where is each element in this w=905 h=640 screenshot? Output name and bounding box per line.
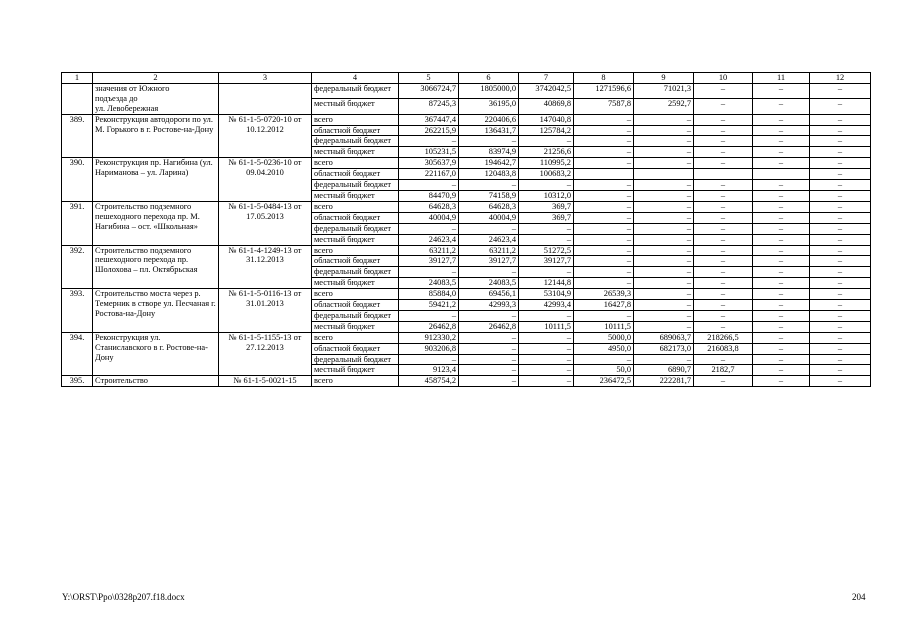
table-row	[62, 83, 871, 98]
value-cell: –	[810, 147, 871, 158]
value-cell: 63211,2	[459, 245, 519, 256]
value-cell: –	[753, 136, 810, 147]
value-cell: –	[634, 310, 694, 321]
value-cell: –	[459, 354, 519, 365]
value-cell: –	[519, 267, 574, 278]
value-cell: –	[634, 114, 694, 125]
value-cell: –	[399, 136, 459, 147]
budget-source: федеральный бюджет	[312, 223, 399, 234]
budget-source: областной бюджет	[312, 300, 399, 311]
value-cell: –	[519, 310, 574, 321]
object-name	[93, 83, 219, 114]
object-name: Строительство подземного пешеходного перехода пр. Шолохова – пл. Октябрьская	[93, 245, 219, 289]
value-cell: –	[810, 278, 871, 289]
column-number: 11	[753, 73, 810, 84]
budget-source: местный бюджет	[312, 190, 399, 201]
value-cell: –	[753, 267, 810, 278]
value-cell: –	[694, 234, 753, 245]
value-cell: –	[694, 147, 753, 158]
value-cell: –	[810, 180, 871, 191]
document-number: № 61-1-5-0116-13 от 31.01.2013	[219, 289, 312, 333]
value-cell: –	[810, 234, 871, 245]
value-cell: 26539,3	[574, 289, 634, 300]
value-cell: –	[574, 147, 634, 158]
item-number: 392.	[62, 245, 93, 289]
value-cell: 136431,7	[459, 125, 519, 136]
value-cell: –	[753, 332, 810, 343]
value-cell: 903206,8	[399, 343, 459, 354]
value-cell: 40004,9	[459, 212, 519, 223]
value-cell	[694, 169, 753, 180]
value-cell: –	[634, 223, 694, 234]
object-name: Строительство моста через р. Темерник в створе ул. Песчаная г. Ростова-на-Дону	[93, 289, 219, 333]
value-cell: –	[574, 354, 634, 365]
value-cell: –	[694, 158, 753, 169]
value-cell: –	[634, 125, 694, 136]
value-cell: –	[753, 201, 810, 212]
budget-source: областной бюджет	[312, 169, 399, 180]
value-cell: 458754,2	[399, 376, 459, 387]
item-number: 394.	[62, 332, 93, 376]
value-cell: 10312,0	[519, 190, 574, 201]
value-cell: –	[634, 300, 694, 311]
value-cell: –	[753, 223, 810, 234]
item-number: 391.	[62, 201, 93, 245]
value-cell: –	[753, 245, 810, 256]
value-cell: 216083,8	[694, 343, 753, 354]
object-name: Реконструкция автодороги по ул. М. Горького в г. Ростове-на-Дону	[93, 114, 219, 158]
value-cell: 6890,7	[634, 365, 694, 376]
value-cell: 24623,4	[399, 234, 459, 245]
value-cell: –	[459, 310, 519, 321]
budget-table	[61, 72, 871, 387]
footer-file-path: Y:\ORST\Ppo\0328p207.f18.docx	[62, 592, 185, 602]
value-cell: –	[753, 212, 810, 223]
value-cell: 26462,8	[399, 321, 459, 332]
value-cell: –	[810, 256, 871, 267]
value-cell: 305637,9	[399, 158, 459, 169]
value-cell	[753, 169, 810, 180]
value-cell: –	[519, 376, 574, 387]
value-cell: –	[574, 234, 634, 245]
object-name: Реконструкция пр. Нагибина (ул. Нариманова – ул. Ларина)	[93, 158, 219, 202]
value-cell: –	[753, 278, 810, 289]
value-cell: –	[753, 180, 810, 191]
value-cell: –	[634, 158, 694, 169]
value-cell: –	[574, 212, 634, 223]
value-cell: 12144,8	[519, 278, 574, 289]
value-cell: –	[574, 267, 634, 278]
value-cell: –	[694, 300, 753, 311]
value-cell: –	[519, 343, 574, 354]
object-name-line: ул. Левобережная	[95, 103, 159, 113]
value-cell: –	[753, 365, 810, 376]
budget-source: всего	[312, 332, 399, 343]
value-cell: –	[694, 125, 753, 136]
budget-source: местный бюджет	[312, 365, 399, 376]
value-cell: –	[634, 212, 694, 223]
value-cell: –	[694, 376, 753, 387]
value-cell: –	[694, 256, 753, 267]
value-cell: –	[574, 180, 634, 191]
value-cell: –	[753, 321, 810, 332]
value-cell: 42993,4	[519, 300, 574, 311]
value-cell: 24623,4	[459, 234, 519, 245]
budget-source: федеральный бюджет	[312, 310, 399, 321]
value-cell: –	[574, 190, 634, 201]
value-cell: 16427,8	[574, 300, 634, 311]
table-row	[62, 245, 871, 256]
value-cell: –	[574, 158, 634, 169]
budget-source: федеральный бюджет	[312, 267, 399, 278]
value-cell: –	[574, 278, 634, 289]
column-number: 6	[459, 73, 519, 84]
value-cell: 84470,9	[399, 190, 459, 201]
column-number: 9	[634, 73, 694, 84]
value-cell: –	[810, 83, 871, 98]
document-number: № 61-1-4-1249-13 от 31.12.2013	[219, 245, 312, 289]
value-cell: –	[634, 267, 694, 278]
value-cell: –	[753, 99, 810, 114]
value-cell: –	[810, 190, 871, 201]
value-cell: –	[634, 321, 694, 332]
value-cell: –	[399, 180, 459, 191]
value-cell: –	[519, 354, 574, 365]
budget-source: местный бюджет	[312, 99, 399, 114]
value-cell: –	[634, 147, 694, 158]
table-row	[62, 201, 871, 212]
budget-source: областной бюджет	[312, 212, 399, 223]
value-cell: –	[694, 212, 753, 223]
value-cell: –	[810, 343, 871, 354]
value-cell: 10111,5	[574, 321, 634, 332]
value-cell: –	[634, 278, 694, 289]
document-number: № 61-1-5-0236-10 от 09.04.2010	[219, 158, 312, 202]
value-cell: –	[459, 267, 519, 278]
item-number: 390.	[62, 158, 93, 202]
value-cell: –	[574, 114, 634, 125]
value-cell: 5000,0	[574, 332, 634, 343]
value-cell: –	[694, 278, 753, 289]
value-cell: –	[810, 321, 871, 332]
value-cell: –	[810, 332, 871, 343]
budget-source: областной бюджет	[312, 343, 399, 354]
value-cell: 10111,5	[519, 321, 574, 332]
budget-source: всего	[312, 245, 399, 256]
value-cell: –	[694, 267, 753, 278]
value-cell: –	[519, 223, 574, 234]
value-cell: 4950,0	[574, 343, 634, 354]
item-number	[62, 83, 93, 114]
value-cell: 40004,9	[399, 212, 459, 223]
value-cell: –	[634, 190, 694, 201]
value-cell: –	[459, 332, 519, 343]
value-cell: 689063,7	[634, 332, 694, 343]
column-number: 1	[62, 73, 93, 84]
value-cell: –	[399, 310, 459, 321]
value-cell: –	[810, 289, 871, 300]
value-cell: –	[694, 223, 753, 234]
value-cell: –	[519, 234, 574, 245]
value-cell: –	[753, 147, 810, 158]
table-row	[62, 332, 871, 343]
value-cell: –	[459, 180, 519, 191]
value-cell: –	[574, 256, 634, 267]
value-cell: –	[694, 201, 753, 212]
value-cell: 3066724,7	[399, 83, 459, 98]
table-row	[62, 114, 871, 125]
value-cell: 222281,7	[634, 376, 694, 387]
value-cell: 40869,8	[519, 99, 574, 114]
column-number: 4	[312, 73, 399, 84]
value-cell: –	[574, 310, 634, 321]
value-cell: 912330,2	[399, 332, 459, 343]
value-cell: –	[810, 212, 871, 223]
value-cell: 147040,8	[519, 114, 574, 125]
value-cell: –	[519, 136, 574, 147]
value-cell: –	[459, 223, 519, 234]
value-cell: 120483,8	[459, 169, 519, 180]
budget-source: местный бюджет	[312, 278, 399, 289]
value-cell: –	[753, 300, 810, 311]
value-cell: –	[634, 136, 694, 147]
value-cell: –	[634, 354, 694, 365]
value-cell: 64628,3	[399, 201, 459, 212]
item-number: 393.	[62, 289, 93, 333]
document-number: № 61-1-5-0720-10 от 10.12.2012	[219, 114, 312, 158]
object-name-line: подъезда до	[95, 93, 138, 103]
column-number: 2	[93, 73, 219, 84]
object-name-line: значения от Южного	[95, 83, 170, 93]
value-cell: 369,7	[519, 212, 574, 223]
item-number: 389.	[62, 114, 93, 158]
value-cell: 83974,9	[459, 147, 519, 158]
value-cell: –	[694, 245, 753, 256]
value-cell: 220406,6	[459, 114, 519, 125]
value-cell: –	[810, 310, 871, 321]
value-cell: –	[519, 180, 574, 191]
value-cell: –	[459, 376, 519, 387]
table-body	[62, 73, 871, 387]
budget-source: всего	[312, 289, 399, 300]
budget-source: местный бюджет	[312, 321, 399, 332]
value-cell: 87245,3	[399, 99, 459, 114]
value-cell: –	[810, 245, 871, 256]
value-cell: –	[753, 234, 810, 245]
value-cell: –	[810, 201, 871, 212]
value-cell: –	[634, 180, 694, 191]
value-cell: –	[753, 83, 810, 98]
value-cell: 51272,5	[519, 245, 574, 256]
column-number: 8	[574, 73, 634, 84]
value-cell: –	[519, 365, 574, 376]
value-cell: –	[399, 223, 459, 234]
budget-source: федеральный бюджет	[312, 354, 399, 365]
value-cell: –	[634, 201, 694, 212]
value-cell: 218266,5	[694, 332, 753, 343]
value-cell: –	[810, 136, 871, 147]
value-cell: 2182,7	[694, 365, 753, 376]
value-cell: 71021,3	[634, 83, 694, 98]
value-cell: –	[810, 354, 871, 365]
item-number: 395.	[62, 376, 93, 387]
value-cell: 36195,0	[459, 99, 519, 114]
value-cell: –	[753, 376, 810, 387]
value-cell: –	[574, 201, 634, 212]
document-number: № 61-1-5-1155-13 от 27.12.2013	[219, 332, 312, 376]
table-row	[62, 376, 871, 387]
value-cell: –	[634, 234, 694, 245]
value-cell: 42993,3	[459, 300, 519, 311]
value-cell: –	[574, 125, 634, 136]
value-cell: 69456,1	[459, 289, 519, 300]
object-name: Строительство подземного пешеходного перехода пр. М. Нагибина – ост. «Школьная»	[93, 201, 219, 245]
value-cell: –	[753, 190, 810, 201]
value-cell: –	[810, 114, 871, 125]
value-cell: –	[459, 365, 519, 376]
budget-source: всего	[312, 201, 399, 212]
document-number	[219, 83, 312, 114]
document-number: № 61-1-5-0021-15	[219, 376, 312, 387]
value-cell: –	[753, 158, 810, 169]
value-cell: 1805000,0	[459, 83, 519, 98]
value-cell: 59421,2	[399, 300, 459, 311]
value-cell: 105231,5	[399, 147, 459, 158]
value-cell: 39127,7	[399, 256, 459, 267]
value-cell: 369,7	[519, 201, 574, 212]
value-cell: 100683,2	[519, 169, 574, 180]
value-cell: 85884,0	[399, 289, 459, 300]
value-cell: –	[574, 136, 634, 147]
value-cell: –	[753, 310, 810, 321]
value-cell: –	[753, 289, 810, 300]
value-cell: 194642,7	[459, 158, 519, 169]
column-number: 12	[810, 73, 871, 84]
value-cell: –	[810, 158, 871, 169]
value-cell: 24083,5	[399, 278, 459, 289]
table-row	[62, 158, 871, 169]
budget-source: всего	[312, 158, 399, 169]
value-cell: 53104,9	[519, 289, 574, 300]
budget-source: местный бюджет	[312, 147, 399, 158]
value-cell: –	[634, 256, 694, 267]
value-cell: 221167,0	[399, 169, 459, 180]
value-cell: –	[810, 300, 871, 311]
object-name: Строительство	[93, 376, 219, 387]
value-cell: –	[574, 245, 634, 256]
value-cell: –	[694, 310, 753, 321]
value-cell: 63211,2	[399, 245, 459, 256]
budget-source: областной бюджет	[312, 125, 399, 136]
value-cell: 236472,5	[574, 376, 634, 387]
budget-source: областной бюджет	[312, 256, 399, 267]
value-cell: –	[753, 354, 810, 365]
value-cell: –	[694, 180, 753, 191]
value-cell: 39127,7	[519, 256, 574, 267]
value-cell: –	[694, 321, 753, 332]
value-cell: –	[694, 114, 753, 125]
value-cell: 367447,4	[399, 114, 459, 125]
value-cell: –	[399, 267, 459, 278]
header-row	[62, 73, 871, 84]
value-cell: –	[694, 289, 753, 300]
value-cell: 24083,5	[459, 278, 519, 289]
object-name: Реконструкция ул. Станиславского в г. Ростове-на-Дону	[93, 332, 219, 376]
value-cell: –	[694, 99, 753, 114]
value-cell: 9123,4	[399, 365, 459, 376]
value-cell: –	[694, 83, 753, 98]
budget-source: федеральный бюджет	[312, 136, 399, 147]
value-cell	[574, 169, 634, 180]
budget-source: местный бюджет	[312, 234, 399, 245]
column-number: 7	[519, 73, 574, 84]
value-cell: –	[810, 223, 871, 234]
value-cell: 50,0	[574, 365, 634, 376]
value-cell: –	[459, 343, 519, 354]
value-cell: 1271596,6	[574, 83, 634, 98]
value-cell: –	[810, 376, 871, 387]
value-cell: 3742042,5	[519, 83, 574, 98]
value-cell: –	[753, 343, 810, 354]
value-cell: –	[634, 245, 694, 256]
document-number: № 61-1-5-0484-13 от 17.05.2013	[219, 201, 312, 245]
value-cell: –	[694, 190, 753, 201]
column-number: 3	[219, 73, 312, 84]
value-cell: –	[694, 136, 753, 147]
value-cell: –	[634, 289, 694, 300]
value-cell: –	[753, 256, 810, 267]
value-cell	[634, 169, 694, 180]
value-cell: –	[753, 114, 810, 125]
budget-source: всего	[312, 376, 399, 387]
value-cell: 125784,2	[519, 125, 574, 136]
value-cell: –	[810, 365, 871, 376]
value-cell: –	[810, 267, 871, 278]
value-cell: –	[810, 169, 871, 180]
value-cell: 682173,0	[634, 343, 694, 354]
budget-source: федеральный бюджет	[312, 180, 399, 191]
value-cell: 64628,3	[459, 201, 519, 212]
value-cell: –	[753, 125, 810, 136]
value-cell: 21256,6	[519, 147, 574, 158]
value-cell: –	[810, 99, 871, 114]
value-cell: 74158,9	[459, 190, 519, 201]
value-cell: 110995,2	[519, 158, 574, 169]
column-number: 10	[694, 73, 753, 84]
value-cell: –	[399, 354, 459, 365]
page-number: 204	[852, 592, 866, 602]
table-row	[62, 289, 871, 300]
budget-source: федеральный бюджет	[312, 83, 399, 98]
value-cell: 26462,8	[459, 321, 519, 332]
value-cell: –	[574, 223, 634, 234]
value-cell: –	[810, 125, 871, 136]
value-cell: –	[519, 332, 574, 343]
value-cell: 262215,9	[399, 125, 459, 136]
value-cell: 39127,7	[459, 256, 519, 267]
value-cell: 7587,8	[574, 99, 634, 114]
column-number: 5	[399, 73, 459, 84]
value-cell: –	[694, 354, 753, 365]
value-cell: –	[459, 136, 519, 147]
budget-source: всего	[312, 114, 399, 125]
value-cell: 2592,7	[634, 99, 694, 114]
